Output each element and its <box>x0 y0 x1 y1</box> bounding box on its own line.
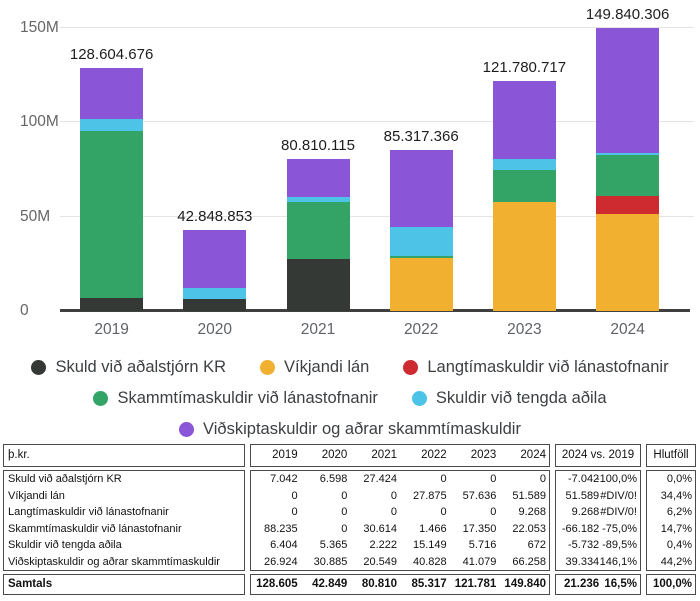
table-vs-values <box>555 470 641 571</box>
table-cell: 51.589 <box>565 489 600 502</box>
legend-swatch-icon <box>93 391 108 406</box>
table-cell: -89,5% <box>602 539 637 552</box>
table-total-cell: 42.849 <box>312 578 348 590</box>
table-cell: 51.589 <box>512 489 546 502</box>
x-axis-label: 2019 <box>94 321 129 338</box>
table-cell: 0 <box>341 489 348 502</box>
table-cell: 9.268 <box>571 506 600 519</box>
table-cell: 0 <box>291 506 298 519</box>
table-cell: -7.042 <box>567 473 600 486</box>
bar-segment <box>287 159 350 198</box>
legend-item <box>412 387 607 409</box>
table-cell: -66.182 <box>561 522 600 535</box>
bar-segment <box>596 214 659 311</box>
bar-segment <box>80 131 143 297</box>
table-cell: 0,0% <box>666 473 692 486</box>
table-total-vs-values <box>555 574 641 595</box>
bar-segment <box>493 202 556 311</box>
bar-total-label: 149.840.306 <box>585 6 670 24</box>
table-cell: 5.716 <box>468 539 497 552</box>
table-cell: 17.350 <box>462 522 497 535</box>
table-cell: 7.042 <box>270 473 298 486</box>
y-axis-label: 100M <box>20 113 59 131</box>
year-header: 2021 <box>371 449 397 461</box>
table-cell: 6.404 <box>270 539 298 552</box>
row-label: Víkjandi lán <box>8 489 65 502</box>
bar-segment <box>390 258 453 311</box>
table-ratio-values <box>646 470 696 571</box>
bar-segment <box>80 119 143 131</box>
chart-legend <box>0 345 700 449</box>
bar-segment <box>596 28 659 153</box>
bar-total-label: 42.848.853 <box>177 208 253 226</box>
year-header: 2020 <box>321 449 348 461</box>
legend-label: Víkjandi lán <box>284 357 370 376</box>
bar-segment <box>493 170 556 203</box>
bar-segment <box>390 150 453 227</box>
bar-segment <box>287 202 350 260</box>
table-cell: 66.258 <box>512 555 546 568</box>
bar-segment <box>493 81 556 159</box>
legend-item <box>31 356 226 378</box>
table-cell: 5.365 <box>319 539 348 552</box>
table-cell: 22.053 <box>512 522 546 535</box>
table-cell: 9.268 <box>518 506 546 519</box>
table-cell: 6,2% <box>666 506 692 519</box>
table-cell: 30.614 <box>363 522 397 535</box>
year-header: 2024 <box>520 449 546 461</box>
table-year-headers <box>250 444 550 467</box>
table-cell: #DIV/0! <box>600 506 637 519</box>
table-cell: -5.732 <box>567 539 600 552</box>
bar-segment <box>80 68 143 119</box>
table-total-cell: 21.236 <box>564 578 600 590</box>
table-cell: 14,7% <box>660 522 692 535</box>
table-vs-header: 2024 vs. 2019 <box>555 444 641 467</box>
table-total-cell: 121.781 <box>454 578 497 590</box>
table-total-cell: 80.810 <box>361 578 397 590</box>
table-cell: 57.636 <box>462 489 497 502</box>
bar-2019 <box>80 68 143 311</box>
table-cell: 672 <box>527 539 546 552</box>
legend-row <box>0 418 700 440</box>
bar-2020 <box>183 230 246 311</box>
row-label: Skuldir við tengda aðila <box>8 539 122 552</box>
bar-2022 <box>390 150 453 311</box>
table-cell: 34,4% <box>660 489 692 502</box>
bar-total-label: 80.810.115 <box>281 136 355 154</box>
legend-item <box>93 387 377 409</box>
bar-segment <box>390 227 453 256</box>
year-header: 2019 <box>272 449 298 461</box>
table-cell: 0 <box>291 489 298 502</box>
table-total-cell: 149.840 <box>504 578 546 590</box>
row-label: Viðskiptaskuldir og aðrar skammtímaskuldir <box>8 555 220 568</box>
bar-segment <box>183 299 246 311</box>
row-label: Skammtímaskuldir við lánastofnanir <box>8 522 182 535</box>
financial-table <box>3 444 696 595</box>
table-cell: 1.466 <box>419 522 447 535</box>
table-cell: 39.334 <box>565 555 600 568</box>
table-cell: 20.549 <box>363 555 397 568</box>
bar-total-label: 121.780.717 <box>482 59 567 77</box>
table-cell: 44,2% <box>660 555 692 568</box>
bar-segment <box>596 155 659 197</box>
table-year-values <box>250 470 550 571</box>
bar-segment <box>183 230 246 288</box>
table-cell: 0 <box>440 473 447 486</box>
table-unit-header: þ.kr. <box>3 444 245 467</box>
table-cell: 0,4% <box>666 539 692 552</box>
table-total-cell: 16,5% <box>604 578 637 590</box>
table-cell: 40.828 <box>413 555 447 568</box>
table-cell: 27.424 <box>363 473 397 486</box>
year-header: 2023 <box>470 449 497 461</box>
table-total-ratio: 100,0% <box>646 574 696 595</box>
y-axis-label: 150M <box>20 19 59 36</box>
bar-2024 <box>596 28 659 311</box>
legend-row <box>0 356 700 378</box>
bar-2021 <box>287 159 350 311</box>
x-axis-label: 2023 <box>507 321 542 338</box>
table-cell: 0 <box>341 522 348 535</box>
table-cell: 0 <box>440 506 447 519</box>
legend-swatch-icon <box>179 422 194 437</box>
legend-swatch-icon <box>403 360 418 375</box>
table-cell: 26.924 <box>264 555 298 568</box>
table-cell: 6.598 <box>319 473 348 486</box>
table-cell: -100,0% <box>596 473 637 486</box>
table-total-label: Samtals <box>3 574 245 595</box>
legend-item <box>403 356 668 378</box>
table-total-cell: 128.605 <box>256 578 298 590</box>
table-cell: 0 <box>490 473 497 486</box>
table-cell: 0 <box>539 473 546 486</box>
x-axis-label: 2021 <box>300 321 336 338</box>
legend-label: Langtímaskuldir við lánastofnanir <box>427 357 669 376</box>
table-cell: #DIV/0! <box>600 489 637 502</box>
legend-swatch-icon <box>260 360 275 375</box>
bar-total-label: 128.604.676 <box>69 46 154 64</box>
table-cell: 30.885 <box>313 555 348 568</box>
table-total-year-values <box>250 574 550 595</box>
y-axis-label: 50M <box>20 207 51 225</box>
table-cell: 0 <box>341 506 348 519</box>
x-axis-label: 2020 <box>197 321 233 338</box>
table-cell: 15.149 <box>413 539 447 552</box>
year-header: 2022 <box>421 449 447 461</box>
legend-swatch-icon <box>412 391 427 406</box>
table-cell: -75,0% <box>602 522 637 535</box>
table-cell: 146,1% <box>599 555 637 568</box>
table-total-cell: 85.317 <box>411 578 447 590</box>
bar-segment <box>493 159 556 170</box>
table-cell: 0 <box>390 489 397 502</box>
table-cell: 0 <box>390 506 397 519</box>
legend-label: Skammtímaskuldir við lánastofnanir <box>117 388 378 407</box>
bar-2023 <box>493 81 556 311</box>
table-cell: 0 <box>490 506 497 519</box>
table-row-labels <box>3 470 245 571</box>
row-label: Skuld við aðalstjórn KR <box>8 473 122 486</box>
table-cell: 2.222 <box>369 539 397 552</box>
y-axis-label: 0 <box>20 302 29 319</box>
table-cell: 27.875 <box>413 489 447 502</box>
bar-segment <box>80 298 143 311</box>
legend-label: Skuld við aðalstjórn KR <box>55 357 227 376</box>
legend-label: Skuldir við tengda aðila <box>435 388 607 407</box>
legend-item <box>179 418 521 440</box>
table-ratio-header: Hlutföll <box>646 444 696 467</box>
bar-segment <box>183 288 246 298</box>
bar-segment <box>596 196 659 213</box>
bar-segment <box>287 259 350 311</box>
legend-row <box>0 387 700 409</box>
legend-item <box>260 356 369 378</box>
row-label: Langtímaskuldir við lánastofnanir <box>8 506 169 519</box>
bar-total-label: 85.317.366 <box>383 128 459 146</box>
x-axis-label: 2024 <box>610 321 645 338</box>
x-axis-label: 2022 <box>403 321 439 338</box>
table-cell: 41.079 <box>462 555 497 568</box>
table-cell: 88.235 <box>264 522 298 535</box>
legend-label: Viðskiptaskuldir og aðrar skammtímaskuldir <box>203 419 521 438</box>
legend-swatch-icon <box>31 360 46 375</box>
